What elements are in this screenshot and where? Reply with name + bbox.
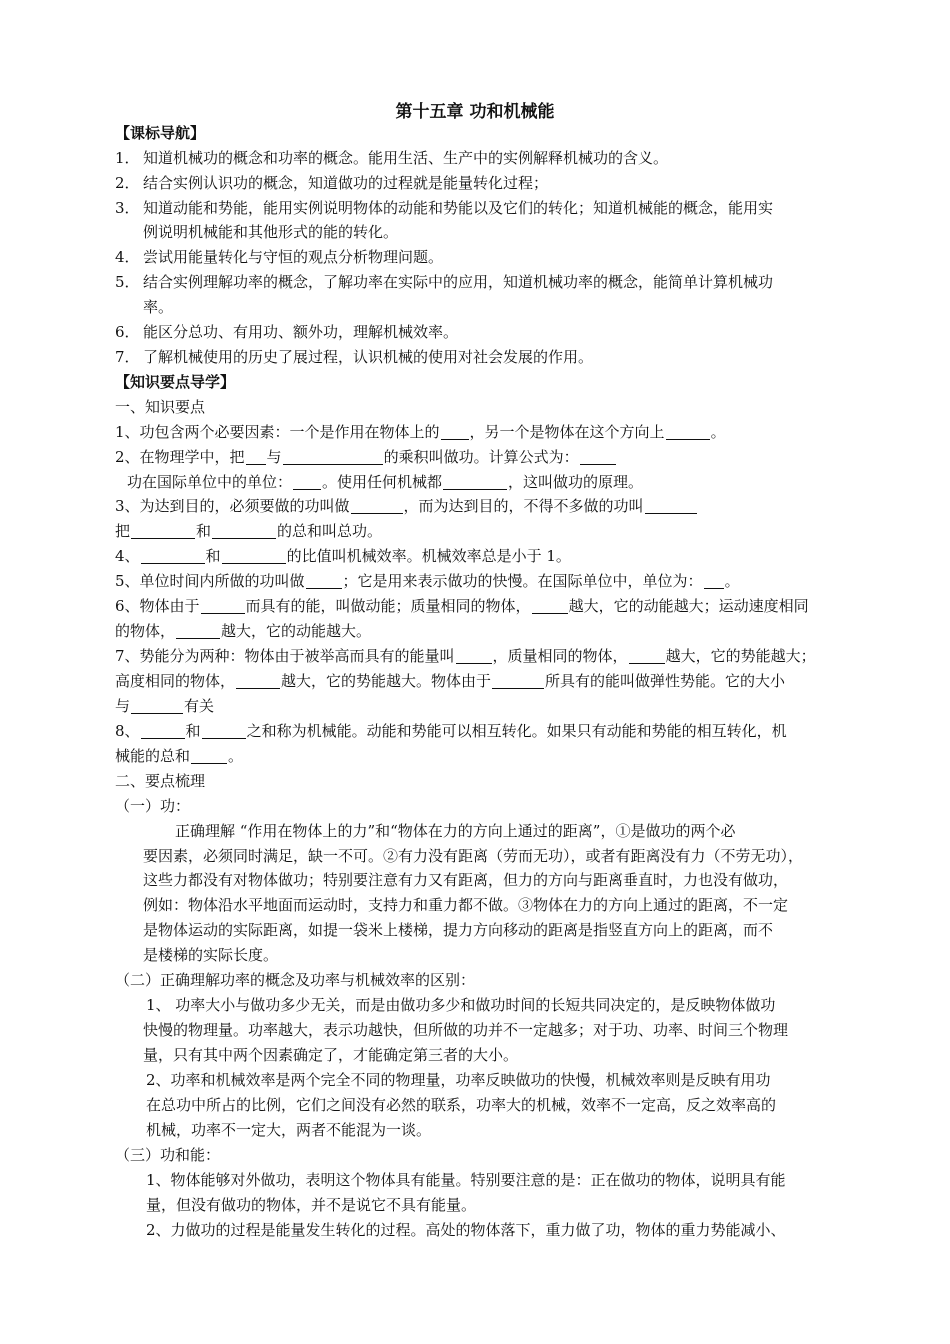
answer-blank[interactable]: [141, 723, 185, 739]
answer-blank[interactable]: [246, 449, 266, 465]
fill-blank-line: 4、 和 的比值叫机械效率。机械效率总是小于 1。: [115, 547, 571, 565]
part-heading: 二、要点梳理: [115, 772, 206, 790]
answer-blank[interactable]: [283, 449, 383, 465]
answer-blank[interactable]: [306, 573, 342, 589]
paragraph-line: 2、力做功的过程是能量发生转化的过程。高处的物体落下，重力做了功，物体的重力势能减小、: [146, 1221, 786, 1239]
answer-blank[interactable]: [351, 498, 403, 514]
answer-blank[interactable]: [441, 424, 469, 440]
list-item: 3． 知道动能和势能，能用实例说明物体的动能和势能以及它们的转化；知道机械能的概念，能用实: [115, 199, 774, 217]
answer-blank[interactable]: [222, 548, 286, 564]
list-item: 6． 能区分总功、有用功、额外功，理解机械效率。: [115, 323, 459, 341]
list-item-continued: 例说明机械能和其他形式的能的转化。: [143, 223, 399, 241]
answer-blank[interactable]: [293, 474, 321, 490]
paragraph-line: 这些力都没有对物体做功；特别要注意有力又有距离，但力的方向与距离垂直时，力也没有做功，: [143, 871, 789, 889]
fill-blank-line: 功在国际单位中的单位： 。使用任何机械都 ，这叫做功的原理。: [127, 473, 644, 491]
answer-blank[interactable]: [191, 748, 227, 764]
subsection-heading: （二）正确理解功率的概念及功率与机械效率的区别：: [115, 971, 476, 989]
paragraph-line: 1、物体能够对外做功，表明这个物体具有能量。特别要注意的是：正在做功的物体，说明具有能: [146, 1171, 786, 1189]
answer-blank[interactable]: [666, 424, 710, 440]
paragraph-line: 快慢的物理量。功率越大，表示功越快，但所做的功并不一定越多；对于功、功率、时间三个物理: [143, 1021, 789, 1039]
list-item-continued: 率。: [143, 298, 174, 316]
paragraph-line: 量，只有其中两个因素确定了，才能确定第三者的大小。: [143, 1046, 519, 1064]
section-heading-knowledge: 【知识要点导学】: [115, 373, 236, 391]
fill-blank-line: 3、为达到目的，必须要做的功叫做 ，而为达到目的，不得不多做的功叫: [115, 495, 698, 517]
answer-blank[interactable]: [645, 498, 697, 514]
list-item: 2． 结合实例认识功的概念，知道做功的过程就是能量转化过程；: [115, 174, 549, 192]
answer-blank[interactable]: [629, 648, 665, 664]
paragraph-line: 例如：物体沿水平地面而运动时，支持力和重力都不做。③物体在力的方向上通过的距离，不一定: [143, 896, 789, 914]
answer-blank[interactable]: [443, 474, 507, 490]
fill-blank-line: 与 有关: [115, 697, 215, 715]
answer-blank[interactable]: [202, 723, 246, 739]
paragraph-line: 是物体运动的实际距离，如提一袋米上楼梯，提力方向移动的距离是指竖直方向上的距离，而不: [143, 921, 774, 939]
section-heading-curriculum: 【课标导航】: [115, 124, 206, 142]
list-item: 7． 了解机械使用的历史了展过程，认识机械的使用对社会发展的作用。: [115, 348, 594, 366]
answer-blank[interactable]: [176, 623, 220, 639]
answer-blank[interactable]: [131, 523, 195, 539]
fill-blank-line: 械能的总和 。: [115, 747, 244, 765]
paragraph-line: 量，但没有做功的物体，并不是说它不具有能量。: [146, 1196, 477, 1214]
answer-blank[interactable]: [580, 449, 616, 465]
subsection-heading: （三）功和能：: [115, 1146, 221, 1164]
fill-blank-line: 的物体， 越大，它的动能越大。: [115, 622, 372, 640]
fill-blank-line: 2、在物理学中，把 与 的乘积叫做功。计算公式为：: [115, 446, 617, 468]
list-item: 4． 尝试用能量转化与守恒的观点分析物理问题。: [115, 248, 444, 266]
paragraph-line: 正确理解 “作用在物体上的力”和“物体在力的方向上通过的距离”，①是做功的两个必: [175, 822, 736, 840]
answer-blank[interactable]: [201, 598, 245, 614]
answer-blank[interactable]: [236, 673, 280, 689]
list-item: 5． 结合实例理解功率的概念，了解功率在实际中的应用，知道机械功率的概念，能简单计算机械功: [115, 273, 774, 291]
chapter-title: 第十五章 功和机械能: [395, 102, 555, 122]
paragraph-line: 机械，功率不一定大，两者不能混为一谈。: [146, 1121, 432, 1139]
answer-blank[interactable]: [456, 648, 492, 664]
subsection-heading: （一）功：: [115, 797, 191, 815]
fill-blank-line: 8、 和 之和称为机械能。动能和势能可以相互转化。如果只有动能和势能的相互转化，机: [115, 722, 787, 740]
paragraph-line: 1、 功率大小与做功多少无关，而是由做功多少和做功时间的长短共同决定的，是反映物体做功: [146, 996, 776, 1014]
answer-blank[interactable]: [212, 523, 276, 539]
fill-blank-line: 把 和 的总和叫总功。: [115, 522, 383, 540]
fill-blank-line: 1、功包含两个必要因素：一个是作用在物体上的 ，另一个是物体在这个方向上 。: [115, 423, 726, 441]
list-item: 1． 知道机械功的概念和功率的概念。能用生活、生产中的实例解释机械功的含义。: [115, 149, 669, 167]
answer-blank[interactable]: [131, 698, 183, 714]
answer-blank[interactable]: [492, 673, 544, 689]
answer-blank[interactable]: [704, 573, 724, 589]
paragraph-line: 要因素，必须同时满足，缺一不可。②有力没有距离（劳而无功），或者有距离没有力（不劳无功），: [143, 847, 804, 865]
paragraph-line: 是楼梯的实际长度。: [143, 946, 279, 964]
answer-blank[interactable]: [141, 548, 205, 564]
fill-blank-line: 6、物体由于 而具有的能，叫做动能；质量相同的物体， 越大，它的动能越大；运动速度相同: [115, 597, 809, 615]
fill-blank-line: 高度相同的物体， 越大，它的势能越大。物体由于 所具有的能叫做弹性势能。它的大小: [115, 672, 786, 690]
fill-blank-line: 7、势能分为两种：物体由于被举高而具有的能量叫 ，质量相同的物体， 越大，它的势能越大；: [115, 647, 816, 665]
paragraph-line: 在总功中所占的比例，它们之间没有必然的联系，功率大的机械，效率不一定高，反之效率高的: [146, 1096, 777, 1114]
paragraph-line: 2、功率和机械效率是两个完全不同的物理量，功率反映做功的快慢，机械效率则是反映有用功: [146, 1071, 771, 1089]
part-heading: 一、知识要点: [115, 398, 206, 416]
answer-blank[interactable]: [532, 598, 568, 614]
fill-blank-line: 5、单位时间内所做的功叫做 ；它是用来表示做功的快慢。在国际单位中，单位为： 。: [115, 572, 740, 590]
